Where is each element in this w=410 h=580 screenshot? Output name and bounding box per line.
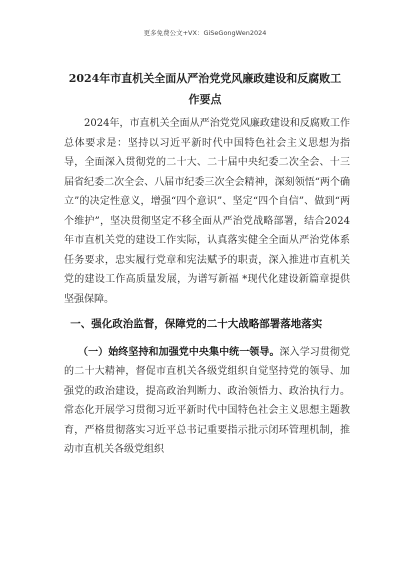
subsection-heading: （一）始终坚持和加强党中央集中统一领导。 <box>78 346 280 358</box>
subsection-text: 深入学习贯彻党的二十大精神，督促市直机关各级党组织自觉坚持党的领导、加强党的政治建设，提高政治判断力、政治领悟力、政治执行力。常态化开展学习贯彻习近平新时代中国特色社会主义思想主题教育，严格贯彻落实习近平总书记重要指示批示闭环管理机制，推动市直机关各级党组织 <box>64 346 351 455</box>
header-watermark: 更多免费公文+VX：GiSeGongWen2024 <box>143 29 267 37</box>
document-body <box>64 114 350 460</box>
intro-paragraph: 2024年，市直机关全面从严治党党风廉政建设和反腐败工作总体要求是：坚持以习近平新时代中国特色社会主义思想为指导，全面深入贯彻党的二十大、二十届中央纪委二次全会、十三届省纪委二次全会、八届市纪委三次全会精神，深刻领悟“两个确立”的决定性意义，增强“四个意识”、坚定“四个自信”、做到“两个维护”，坚决贯彻坚定不移全面从严治党战略部署，结合2024年市直机关党的建设工作实际，认真落实健全全面从严治党体系任务要求，忠实履行党章和宪法赋予的职责，深入推进市直机关党的建设工作高质量发展，为谱写新福 *现代化建设新篇章提供坚强保障。 <box>64 118 350 305</box>
document-title: 2024年市直机关全面从严治党党风廉政建设和反腐败工作要点 <box>68 72 342 106</box>
subsection-paragraph <box>64 343 350 460</box>
section-heading: 一、强化政治监督，保障党的二十大战略部署落地落实 <box>70 318 323 330</box>
